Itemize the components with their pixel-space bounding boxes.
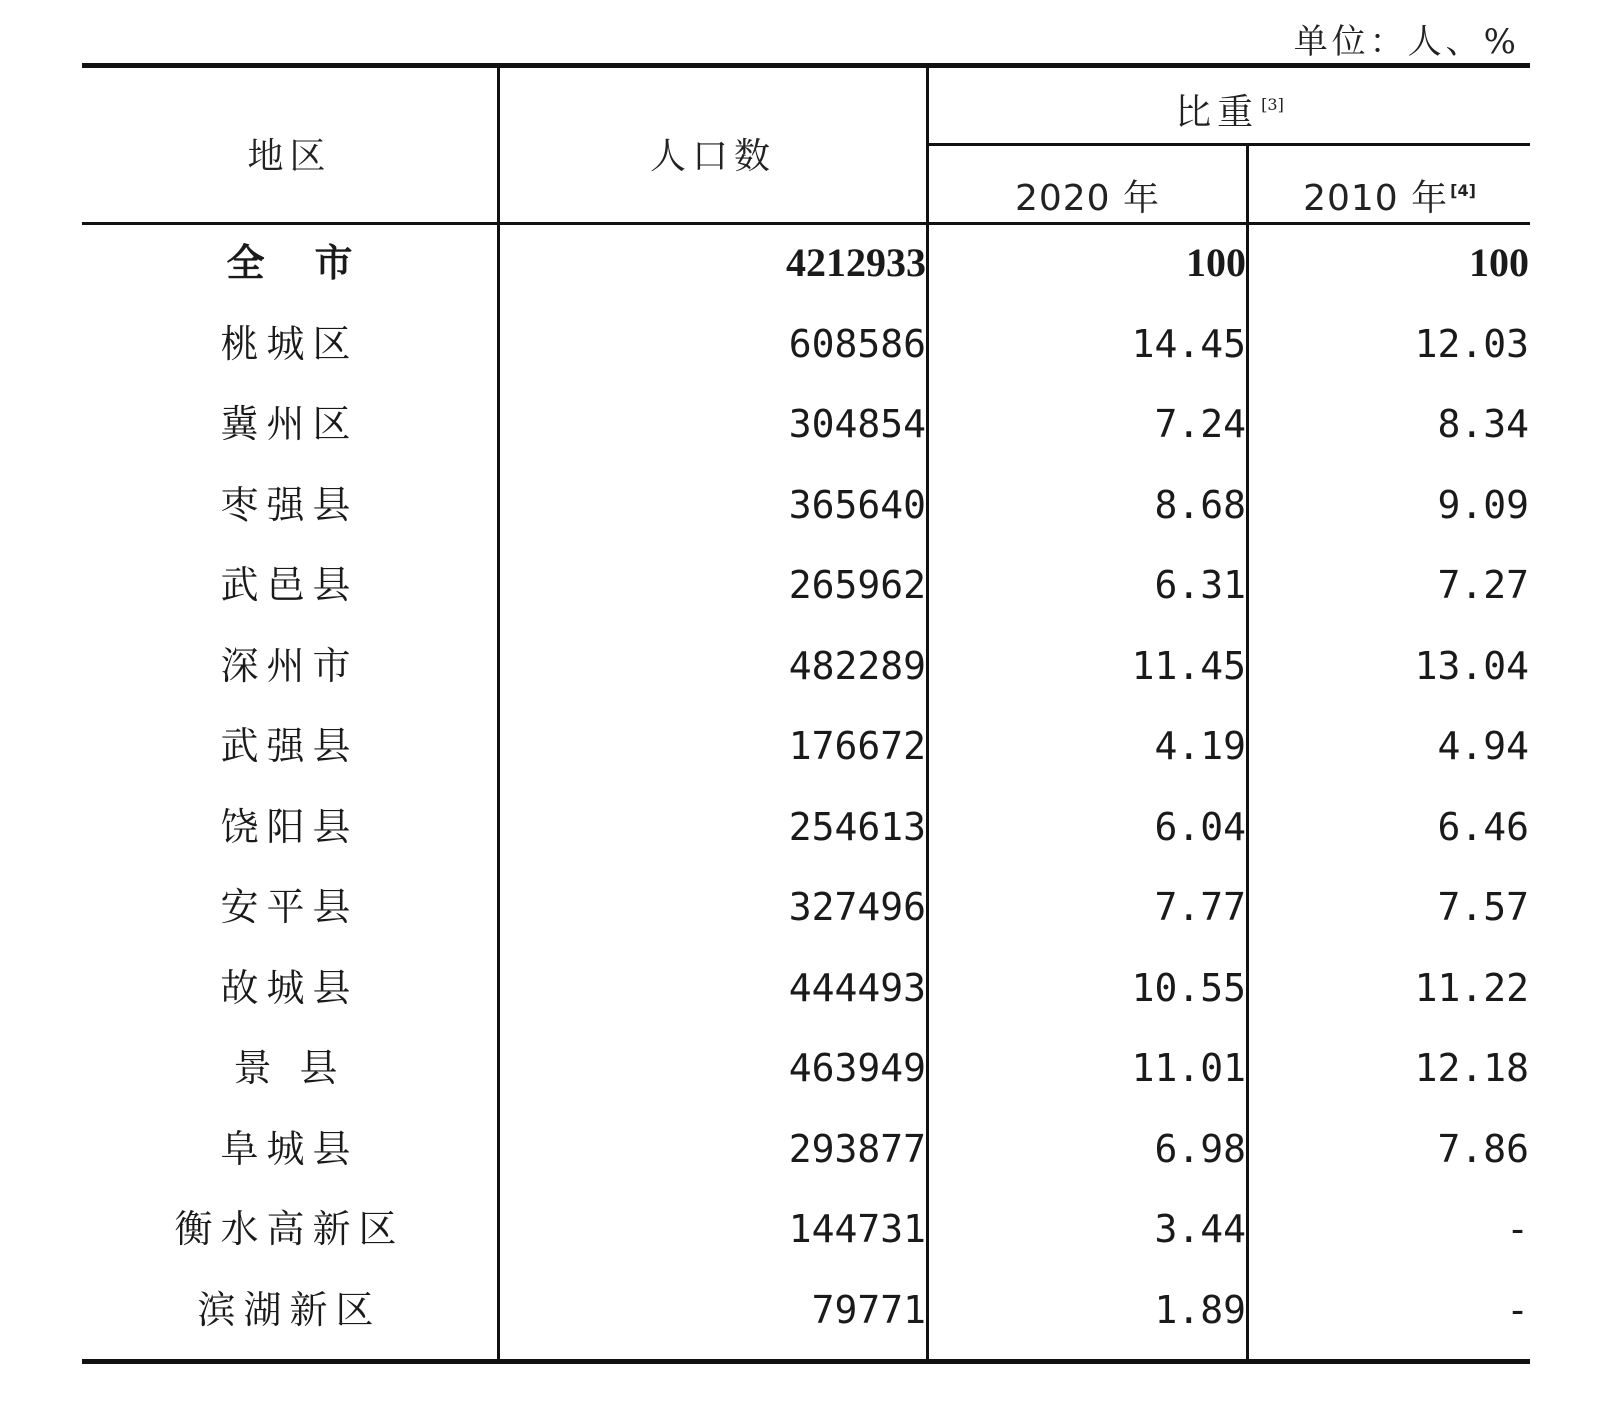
region-cell: 枣强县 (220, 482, 359, 527)
share-2010-cell: 7.86 (1437, 1126, 1529, 1171)
region-cell: 全市 (226, 240, 403, 285)
table-body (82, 225, 1530, 1352)
share-2010-cell: 100 (1469, 240, 1529, 285)
table-row (82, 547, 1530, 628)
table-row (82, 1272, 1530, 1353)
population-cell: 265962 (788, 563, 926, 607)
bottom-rule (82, 1359, 1530, 1364)
share-2020-cell: 6.04 (1154, 804, 1246, 849)
population-cell: 4212933 (786, 240, 926, 285)
share-2010-cell: 6.46 (1437, 804, 1529, 849)
share-2020-cell: 3.44 (1154, 1207, 1246, 1251)
table-row (82, 708, 1530, 789)
table-row (82, 467, 1530, 548)
top-rule (82, 63, 1530, 68)
region-cell: 饶阳县 (220, 804, 359, 849)
region-cell: 故城县 (220, 965, 359, 1010)
share-2010-cell: 12.03 (1414, 321, 1529, 366)
region-cell: 景 县 (233, 1046, 346, 1090)
region-cell: 桃城区 (220, 321, 359, 366)
table-row (82, 1191, 1530, 1272)
table-row (82, 628, 1530, 709)
share-sub-rule (928, 143, 1530, 146)
table-row (82, 950, 1530, 1031)
share-2010-cell: 4.94 (1437, 724, 1529, 768)
share-2010-cell: 13.04 (1414, 643, 1529, 688)
header-share-footnote: [3] (1261, 95, 1284, 114)
header-year-2010-footnote: [4] (1450, 181, 1476, 200)
population-cell: 482289 (788, 643, 926, 688)
population-cell: 293877 (788, 1126, 926, 1171)
region-cell: 阜城县 (220, 1126, 359, 1171)
population-cell: 304854 (788, 402, 926, 446)
share-2010-cell: - (1506, 1287, 1529, 1332)
population-cell: 608586 (788, 321, 926, 366)
share-2010-cell: 7.57 (1437, 885, 1529, 929)
share-2020-cell: 11.45 (1131, 643, 1246, 688)
share-2020-cell: 10.55 (1131, 965, 1246, 1010)
population-cell: 254613 (788, 804, 926, 849)
table-row (82, 789, 1530, 870)
share-2010-cell: 12.18 (1414, 1046, 1529, 1090)
population-cell: 463949 (788, 1046, 926, 1090)
share-2020-cell: 1.89 (1154, 1287, 1246, 1332)
share-2020-cell: 7.24 (1154, 402, 1246, 446)
share-2020-cell: 14.45 (1131, 321, 1246, 366)
share-2010-cell: 9.09 (1437, 482, 1529, 527)
population-cell: 327496 (788, 885, 926, 929)
share-2020-cell: 6.31 (1154, 563, 1246, 607)
region-cell: 滨湖新区 (197, 1287, 382, 1332)
share-2010-cell: 11.22 (1414, 965, 1529, 1010)
header-year-2010-label: 2010 年 (1303, 178, 1449, 219)
table-row (82, 1030, 1530, 1111)
population-cell: 176672 (788, 724, 926, 768)
header-year-2010 (1249, 170, 1530, 221)
table-row (82, 869, 1530, 950)
header-share (929, 84, 1530, 135)
table-row-total (82, 225, 1530, 306)
table-row (82, 386, 1530, 467)
unit-note: 单位：人、% (1293, 22, 1520, 62)
region-cell: 安平县 (220, 885, 359, 929)
header-region: 地区 (247, 136, 332, 177)
population-cell: 444493 (788, 965, 926, 1010)
share-2020-cell: 8.68 (1154, 482, 1246, 527)
region-cell: 衡水高新区 (174, 1207, 405, 1251)
share-2020-cell: 11.01 (1131, 1046, 1246, 1090)
region-cell: 深州市 (220, 643, 359, 688)
share-2020-cell: 4.19 (1154, 724, 1246, 768)
table-row (82, 1111, 1530, 1192)
population-cell: 365640 (788, 482, 926, 527)
region-cell: 冀州区 (220, 402, 359, 446)
population-cell: 79771 (811, 1287, 926, 1332)
share-2010-cell: 7.27 (1437, 563, 1529, 607)
header-year-2020: 2020 年 (1014, 178, 1161, 219)
region-cell: 武强县 (220, 724, 359, 768)
population-cell: 144731 (788, 1207, 926, 1251)
share-2020-cell: 6.98 (1154, 1126, 1246, 1171)
region-cell: 武邑县 (220, 563, 359, 607)
share-2010-cell: 8.34 (1437, 402, 1529, 446)
share-2020-cell: 7.77 (1154, 885, 1246, 929)
share-2010-cell: - (1506, 1207, 1529, 1251)
header-share-label: 比重 (1175, 92, 1260, 133)
header-population: 人口数 (649, 136, 776, 177)
table-row (82, 306, 1530, 387)
share-2020-cell: 100 (1186, 240, 1246, 285)
